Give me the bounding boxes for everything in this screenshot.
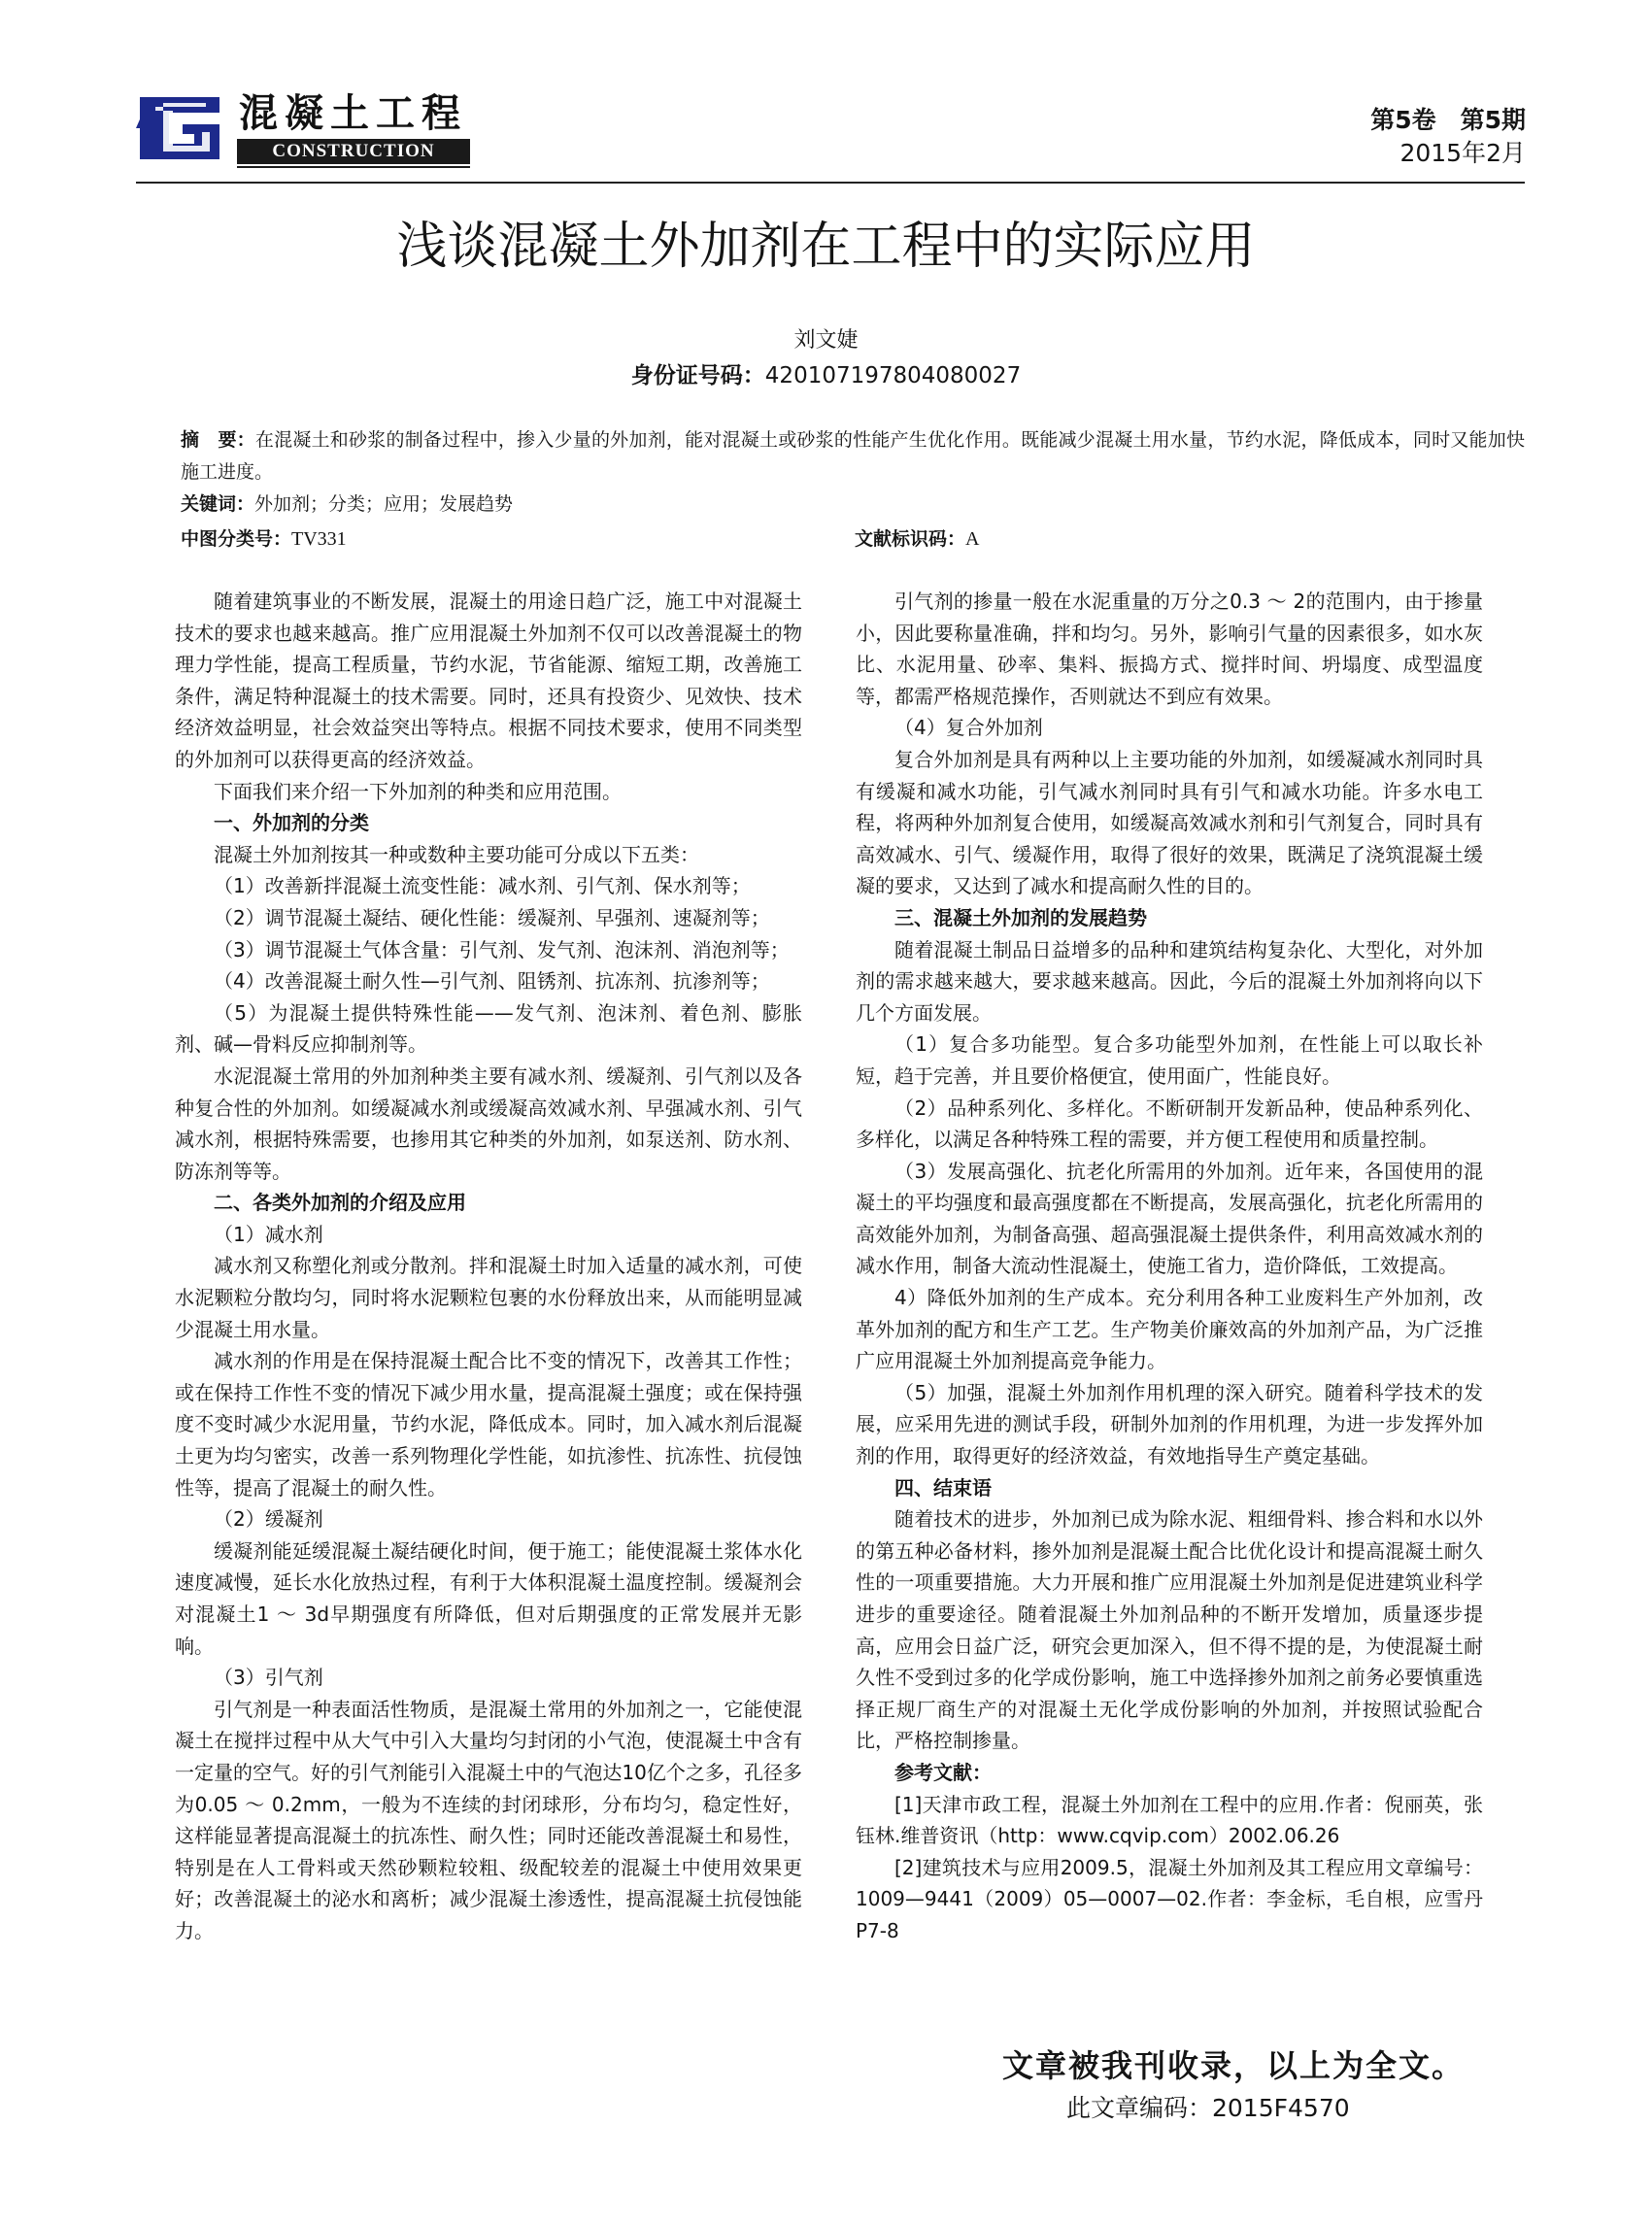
document-code — [855, 523, 979, 556]
article-title: 浅谈混凝土外加剂在工程中的实际应用 — [396, 218, 1256, 276]
section-heading: 四、结束语 — [894, 1475, 992, 1500]
body-paragraph: （5）为混凝土提供特殊性能——发气剂、泡沫剂、着色剂、膨胀剂、碱—骨料反应抑制剂等。 — [175, 1000, 802, 1057]
body-paragraph: 混凝土外加剂按其一种或数种主要功能可分成以下五类： — [214, 842, 699, 866]
body-paragraph: （5）加强，混凝土外加剂作用机理的深入研究。随着科学技术的发展，应采用先进的测试手段，研制外加剂的作用机理，为进一步发挥外加剂的作用，取得更好的经济效益，有效地指导生产奠定基础。 — [856, 1380, 1483, 1468]
body-paragraph: 减水剂的作用是在保持混凝土配合比不变的情况下，改善其工作性；或在保持工作性不变的情况下减少用水量，提高混凝土强度；或在保持强度不变时减少水泥用量，节约水泥，降低成本。同时，加入减水剂后混凝土更为均匀密实，改善一系列物理化学性能，如抗渗性、抗冻性、抗侵蚀性等，提高了混凝土的耐久性。 — [175, 1349, 802, 1500]
body-paragraph: [1]天津市政工程，混凝土外加剂在工程中的应用.作者：倪丽英，张钰林.维普资讯（http：www.cqvip.com）2002.06.26 — [856, 1792, 1483, 1848]
body-paragraph: 水泥混凝土常用的外加剂种类主要有减水剂、缓凝剂、引气剂以及各种复合性的外加剂。如缓凝减水剂或缓凝高效减水剂、早强减水剂、引气减水剂，根据特殊需要，也掺用其它种类的外加剂，如泵送剂、防水剂、防冻剂等等。 — [175, 1063, 802, 1183]
body-column-left — [175, 586, 802, 1947]
id-value: 420107197804080027 — [764, 363, 1022, 388]
body-paragraph: （2）缓凝剂 — [214, 1507, 323, 1532]
section-heading: 二、各类外加剂的介绍及应用 — [214, 1191, 466, 1215]
body-paragraph: 随着混凝土制品日益增多的品种和建筑结构复杂化、大型化，对外加剂的需求越来越大，要求越来越高。因此，今后的混凝土外加剂将向以下几个方面发展。 — [856, 937, 1483, 1025]
id-label: 身份证号码： — [630, 363, 765, 388]
body-paragraph: 复合外加剂是具有两种以上主要功能的外加剂，如缓凝减水剂同时具有缓凝和减水功能，引气减水剂同时具有引气和减水功能。许多水电工程，将两种外加剂复合使用，如缓凝高效减水剂和引气剂复合，同时具有高效减水、引气、缓凝作用，取得了很好的效果，既满足了浇筑混凝土缓凝的要求，又达到了减水和提高耐久性的目的。 — [856, 747, 1483, 898]
article-author: 刘文婕 — [793, 328, 859, 353]
body-paragraph: 引气剂是一种表面活性物质，是混凝土常用的外加剂之一，它能使混凝土在搅拌过程中从大气中引入大量均匀封闭的小气泡，使混凝土中含有一定量的空气。好的引气剂能引入混凝土中的气泡达10亿个之多，孔径多为0.05 ～ 0.2mm，一般为不连续的封闭球形，分布均匀，稳定性好，这样能显著提高混凝土的抗冻性、耐久性；同时还能改善混凝土和易性，特别是在人工骨料或天然砂颗粒较粗、级配较差的混凝土中使用效果更好；改善混凝土的泌水和离析；减少混凝土渗透性，提高混凝土抗侵蚀能力。 — [175, 1697, 802, 1942]
logo-underline — [237, 166, 470, 168]
body-paragraph: 随着建筑事业的不断发展，混凝土的用途日趋广泛，施工中对混凝土技术的要求也越来越高。推广应用混凝土外加剂不仅可以改善混凝土的物理力学性能，提高工程质量，节约水泥，节省能源、缩短工期，改善施工条件，满足特种混凝土的技术需要。同时，还具有投资少、见效快、技术经济效益明显，社会效益突出等特点。根据不同技术要求，使用不同类型的外加剂可以获得更高的经济效益。 — [175, 590, 802, 771]
doc-code-value: A — [965, 528, 980, 550]
body-paragraph: 4）降低外加剂的生产成本。充分利用各种工业废料生产外加剂，改革外加剂的配方和生产工艺。生产物美价廉效高的外加剂产品，为广泛推广应用混凝土外加剂提高竞争能力。 — [856, 1286, 1483, 1373]
body-paragraph: （2）调节混凝土凝结、硬化性能：缓凝剂、早强剂、速凝剂等； — [214, 905, 770, 929]
keywords — [181, 489, 513, 521]
clc-label: 中图分类号： — [181, 528, 292, 550]
keywords-text: 外加剂；分类；应用；发展趋势 — [254, 493, 514, 515]
journal-name-en: CONSTRUCTION — [237, 139, 470, 164]
body-paragraph: （3）调节混凝土气体含量：引气剂、发气剂、泡沫剂、消泡剂等； — [214, 937, 790, 961]
section-heading: 一、外加剂的分类 — [214, 811, 369, 835]
abstract — [181, 424, 1525, 489]
clc-number — [181, 523, 347, 556]
footer-article-code: 此文章编码：2015F4570 — [1066, 2094, 1350, 2122]
body-paragraph: 缓凝剂能延缓混凝土凝结硬化时间，便于施工；能使混凝土浆体水化速度减慢，延长水化放热过程，有利于大体积混凝土温度控制。缓凝剂会对混凝土1 ～ 3d早期强度有所降低，但对后期强度的正常发展并无影响。 — [175, 1538, 802, 1658]
body-paragraph: （1）复合多功能型。复合多功能型外加剂，在性能上可以取长补短，趋于完善，并且要价格便宜，使用面广，性能良好。 — [856, 1032, 1483, 1088]
clc-value: TV331 — [291, 528, 347, 550]
journal-logo-icon — [136, 89, 223, 165]
author-id-line — [0, 360, 1652, 391]
issue-date: 2015年2月 — [1399, 139, 1526, 167]
body-paragraph: [2]建筑技术与应用2009.5，混凝土外加剂及其工程应用文章编号：1009—9441（2009）05—0007—02.作者：李金标，毛自根，应雪丹P7-8 — [856, 1855, 1483, 1942]
body-paragraph: （3）发展高强化、抗老化所需用的外加剂。近年来，各国使用的混凝土的平均强度和最高强度都在不断提高，发展高强化，抗老化所需用的高效能外加剂，为制备高强、超高强混凝土提供条件，利用高效减水剂的减水作用，制备大流动性混凝土，使施工省力，造价降低，工效提高。 — [856, 1159, 1483, 1278]
abstract-label: 摘 要： — [181, 429, 255, 451]
body-paragraph: （4）复合外加剂 — [894, 716, 1043, 740]
body-paragraph: 减水剂又称塑化剂或分散剂。拌和混凝土时加入适量的减水剂，可使水泥颗粒分散均匀，同时将水泥颗粒包裹的水份释放出来，从而能明显减少混凝土用水量。 — [175, 1254, 802, 1341]
abstract-text: 在混凝土和砂浆的制备过程中，掺入少量的外加剂，能对混凝土或砂浆的性能产生优化作用。既能减少混凝土用水量，节约水泥，降低成本，同时又能加快施工进度。 — [181, 429, 1525, 483]
body-paragraph: 引气剂的掺量一般在水泥重量的万分之0.3 ～ 2的范围内，由于掺量小，因此要称量准确，拌和均匀。另外，影响引气量的因素很多，如水灰比、水泥用量、砂率、集料、振捣方式、搅拌时间、坍塌度、成型温度等，都需严格规范操作，否则就达不到应有效果。 — [856, 590, 1483, 708]
body-paragraph: （3）引气剂 — [214, 1666, 323, 1690]
body-paragraph: （1）改善新拌混凝土流变性能：减水剂、引气剂、保水剂等； — [214, 874, 751, 898]
section-heading: 参考文献： — [894, 1760, 992, 1784]
header-divider — [136, 182, 1525, 184]
body-paragraph: 下面我们来介绍一下外加剂的种类和应用范围。 — [214, 779, 622, 803]
body-paragraph: （4）改善混凝土耐久性—引气剂、阻锈剂、抗冻剂、抗渗剂等； — [214, 969, 770, 994]
footer-note: 文章被我刊收录，以上为全文。 — [1002, 2047, 1466, 2084]
keywords-label: 关键词： — [181, 493, 255, 515]
journal-name-cn: 混凝土工程 — [239, 91, 467, 136]
body-column-right — [856, 586, 1483, 1947]
issue-volume: 第5卷 第5期 — [1370, 106, 1526, 134]
body-paragraph: （2）品种系列化、多样化。不断研制开发新品种，使品种系列化、多样化，以满足各种特殊工程的需要，并方便工程使用和质量控制。 — [856, 1096, 1483, 1152]
doc-code-label: 文献标识码： — [855, 528, 966, 550]
body-paragraph: （1）减水剂 — [214, 1222, 323, 1246]
body-paragraph: 随着技术的进步，外加剂已成为除水泥、粗细骨料、掺合料和水以外的第五种必备材料，掺外加剂是混凝土配合比优化设计和提高混凝土耐久性的一项重要措施。大力开展和推广应用混凝土外加剂是促进建筑业科学进步的重要途径。随着混凝土外加剂品种的不断开发增加，质量逐步提高，应用会日益广泛，研究会更加深入，但不得不提的是，为使混凝土耐久性不受到过多的化学成份影响，施工中选择掺外加剂之前务必要慎重选择正规厂商生产的对混凝土无化学成份影响的外加剂，并按照试验配合比，严格控制掺量。 — [856, 1507, 1483, 1753]
section-heading: 三、混凝土外加剂的发展趋势 — [894, 905, 1147, 929]
